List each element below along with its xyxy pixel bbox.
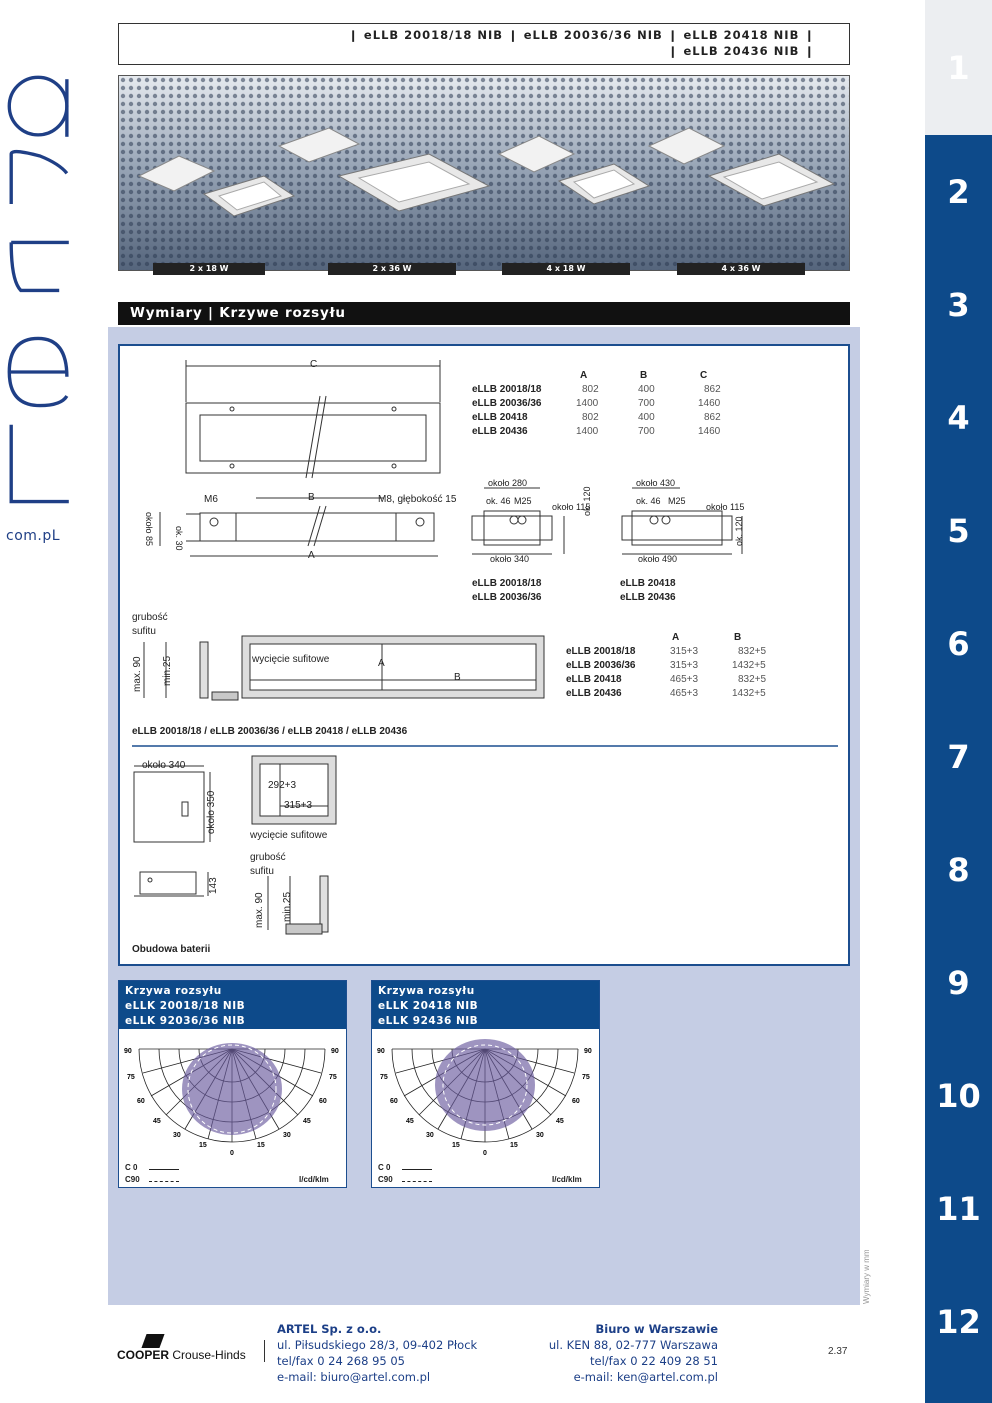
end1-top: około 280	[488, 478, 528, 488]
t1-a: 802	[582, 384, 599, 395]
tab-8[interactable]: 8	[947, 850, 970, 889]
header-line-1: ❙ eLLB 20018/18 NIB ❙ eLLB 20036/36 NIB ❙ eLLB 20418 NIB ❙	[348, 28, 815, 42]
end2-caption: eLLB 20436	[620, 592, 676, 603]
angle-0: 0	[483, 1150, 487, 1157]
t2-model: eLLB 20436	[566, 688, 622, 699]
t1-b: 700	[638, 398, 655, 409]
brand-bold: COOPER	[117, 1348, 170, 1362]
t1-b: 400	[638, 384, 655, 395]
t2-a: 315+3	[670, 646, 699, 657]
angle-15: 15	[452, 1142, 460, 1149]
ceiling-max90: max. 90	[132, 656, 143, 692]
label-b: B	[308, 492, 315, 503]
curve-title-2: eLLK 20018/18 NIB	[125, 1000, 246, 1012]
battery-min25: min.25	[282, 891, 293, 922]
t1-c: 1460	[698, 426, 721, 437]
battery-title: Obudowa baterii	[132, 944, 211, 955]
dim-label-c: C	[310, 359, 318, 370]
ceiling-label: grubość	[132, 612, 168, 623]
angle-0: 0	[230, 1150, 234, 1157]
t2-col-b: B	[734, 632, 742, 643]
curve-title-3: eLLK 92436 NIB	[378, 1015, 479, 1027]
t1-c: 1460	[698, 398, 721, 409]
artel-logo	[0, 60, 80, 540]
t2-b: 832+5	[738, 646, 767, 657]
variant-label: 2 x 36 W	[328, 263, 456, 275]
angle-60: 60	[390, 1098, 398, 1105]
angle-30: 30	[173, 1132, 181, 1139]
tab-7[interactable]: 7	[947, 737, 970, 776]
variant-label: 2 x 18 W	[153, 263, 265, 275]
curve-title-3: eLLK 92036/36 NIB	[125, 1015, 246, 1027]
t1-a: 1400	[576, 398, 599, 409]
variant-label: 4 x 18 W	[502, 263, 630, 275]
angle-45: 45	[406, 1118, 414, 1125]
company-name: ARTEL Sp. z o.o.	[277, 1322, 382, 1336]
end2-ok: ok. 46	[636, 496, 661, 506]
angle-45: 45	[303, 1118, 311, 1125]
models-line: eLLB 20018/18 / eLLB 20036/36 / eLLB 20418 / eLLB 20436	[132, 726, 408, 737]
angle-90: 90	[331, 1048, 339, 1055]
label-m8: M8, głębokość 15	[378, 494, 457, 505]
t1-model: eLLB 20018/18	[472, 384, 542, 395]
cooper-logo	[117, 1348, 246, 1362]
end1-ok: ok. 46	[486, 496, 511, 506]
ceiling-min25: min.25	[162, 655, 173, 686]
page-number: 2.37	[828, 1346, 848, 1357]
angle-75: 75	[329, 1074, 337, 1081]
t2-col-a: A	[672, 632, 680, 643]
cooper-logo-mark	[141, 1334, 164, 1348]
angle-15: 15	[257, 1142, 265, 1149]
polar-diagram	[372, 1029, 599, 1159]
battery-okolo340: około 340	[142, 760, 186, 771]
tab-1[interactable]: 1	[925, 0, 992, 135]
t2-a: 465+3	[670, 688, 699, 699]
logo-url: com.pL	[6, 528, 61, 544]
cutout-label: wycięcie sufitowe	[252, 654, 330, 665]
cutout-315: 315+3	[284, 800, 313, 811]
battery-h143: 143	[208, 877, 219, 894]
label-a: A	[308, 550, 315, 561]
company-address: ul. Piłsudskiego 28/3, 09-402 Płock	[277, 1338, 478, 1352]
curve-title-1: Krzywa rozsyłu	[125, 985, 222, 997]
t1-model: eLLB 20436	[472, 426, 528, 437]
ceiling-label: sufitu	[132, 626, 156, 637]
angle-90: 90	[377, 1048, 385, 1055]
angle-15: 15	[510, 1142, 518, 1149]
angle-90: 90	[584, 1048, 592, 1055]
t1-col-a: A	[580, 370, 588, 381]
t1-a: 802	[582, 412, 599, 423]
angle-30: 30	[283, 1132, 291, 1139]
tab-4[interactable]: 4	[947, 398, 970, 437]
label-okolo85: około 85	[144, 512, 154, 547]
unit-label: I/cd/klm	[299, 1175, 329, 1184]
battery-cutout-label: wycięcie sufitowe	[250, 830, 328, 841]
footer-divider	[264, 1340, 265, 1362]
product-header	[118, 23, 850, 65]
label-ok30: ok. 30	[174, 526, 184, 551]
legend-c0: C 0	[378, 1163, 391, 1172]
curve-panel-1	[118, 980, 347, 1188]
angle-60: 60	[572, 1098, 580, 1105]
tab-9[interactable]: 9	[947, 963, 970, 1002]
legend-c90: C90	[125, 1175, 140, 1184]
t2-a: 315+3	[670, 660, 699, 671]
battery-max90: max. 90	[254, 892, 265, 928]
t2-a: 465+3	[670, 674, 699, 685]
t1-c: 862	[704, 384, 721, 395]
cutout-292: 292+3	[268, 780, 297, 791]
tab-6[interactable]: 6	[947, 624, 970, 663]
office-address: ul. KEN 88, 02-777 Warszawa	[548, 1338, 718, 1352]
legend-c0-line	[149, 1169, 179, 1170]
t1-b: 400	[638, 412, 655, 423]
unit-label: I/cd/klm	[552, 1175, 582, 1184]
battery-grubosc: grubość	[250, 852, 286, 863]
polar-diagram	[119, 1029, 346, 1159]
tab-2[interactable]: 2	[947, 172, 970, 211]
curve-title-1: Krzywa rozsyłu	[378, 985, 475, 997]
legend-c90: C90	[378, 1175, 393, 1184]
legend-c90-line	[402, 1181, 432, 1182]
t2-b: 1432+5	[732, 688, 766, 699]
end2-top: około 430	[636, 478, 676, 488]
legend-c0: C 0	[125, 1163, 138, 1172]
angle-75: 75	[127, 1074, 135, 1081]
curve-panel-2	[371, 980, 600, 1188]
end1-ok120: ok. 120	[582, 486, 592, 516]
end1-bottom: około 340	[490, 554, 530, 564]
t2-b: 1432+5	[732, 660, 766, 671]
angle-60: 60	[319, 1098, 327, 1105]
angle-45: 45	[556, 1118, 564, 1125]
curve-title	[372, 981, 599, 1029]
chapter-tabs	[925, 0, 992, 1403]
angle-75: 75	[380, 1074, 388, 1081]
office-phone: tel/fax 0 22 409 28 51	[590, 1354, 718, 1368]
end2-ok120: ok. 120	[734, 516, 744, 546]
t2-model: eLLB 20418	[566, 674, 622, 685]
t1-model: eLLB 20036/36	[472, 398, 542, 409]
t2-model: eLLB 20036/36	[566, 660, 636, 671]
end2-caption: eLLB 20418	[620, 578, 676, 589]
angle-90: 90	[124, 1048, 132, 1055]
t1-col-c: C	[700, 370, 708, 381]
battery-sufitu: sufitu	[250, 866, 274, 877]
end2-bottom: około 490	[638, 554, 678, 564]
product-photo	[118, 75, 850, 271]
cutout-b: B	[454, 672, 461, 683]
end1-m25: M25	[514, 496, 532, 506]
tab-10[interactable]: 10	[936, 1076, 981, 1115]
end1-caption: eLLB 20036/36	[472, 592, 542, 603]
legend-c90-line	[149, 1181, 179, 1182]
label-m6: M6	[204, 494, 218, 505]
tab-12[interactable]: 12	[936, 1302, 981, 1341]
section-title: Wymiary | Krzywe rozsyłu	[118, 302, 850, 325]
office-name: Biuro w Warszawie	[595, 1322, 718, 1336]
angle-45: 45	[153, 1118, 161, 1125]
dimensions-box	[118, 344, 850, 966]
office-email[interactable]: e-mail: ken@artel.com.pl	[573, 1370, 718, 1384]
angle-60: 60	[137, 1098, 145, 1105]
brand-name: Crouse-Hinds	[172, 1348, 246, 1362]
angle-30: 30	[536, 1132, 544, 1139]
angle-75: 75	[582, 1074, 590, 1081]
company-email[interactable]: e-mail: biuro@artel.com.pl	[277, 1370, 431, 1384]
t1-model: eLLB 20418	[472, 412, 528, 423]
t1-b: 700	[638, 426, 655, 437]
tab-3[interactable]: 3	[947, 285, 970, 324]
end1-right: około 115	[552, 502, 591, 512]
header-line-2: ❙ eLLB 20436 NIB ❙	[667, 44, 815, 58]
units-note: Wymiary w mm	[862, 1249, 871, 1304]
angle-30: 30	[426, 1132, 434, 1139]
battery-okolo350: około 350	[206, 790, 217, 834]
t1-c: 862	[704, 412, 721, 423]
legend-c0-line	[402, 1169, 432, 1170]
variant-label: 4 x 36 W	[677, 263, 805, 275]
tab-11[interactable]: 11	[936, 1189, 981, 1228]
end1-caption: eLLB 20018/18	[472, 578, 542, 589]
t2-model: eLLB 20018/18	[566, 646, 636, 657]
curve-title	[119, 981, 346, 1029]
company-phone: tel/fax 0 24 268 95 05	[277, 1354, 405, 1368]
end2-right: około 115	[706, 502, 745, 512]
tab-5[interactable]: 5	[947, 511, 970, 550]
t1-a: 1400	[576, 426, 599, 437]
curve-title-2: eLLK 20418 NIB	[378, 1000, 479, 1012]
t2-b: 832+5	[738, 674, 767, 685]
t1-col-b: B	[640, 370, 648, 381]
cutout-a: A	[378, 658, 385, 669]
angle-15: 15	[199, 1142, 207, 1149]
end2-m25: M25	[668, 496, 686, 506]
